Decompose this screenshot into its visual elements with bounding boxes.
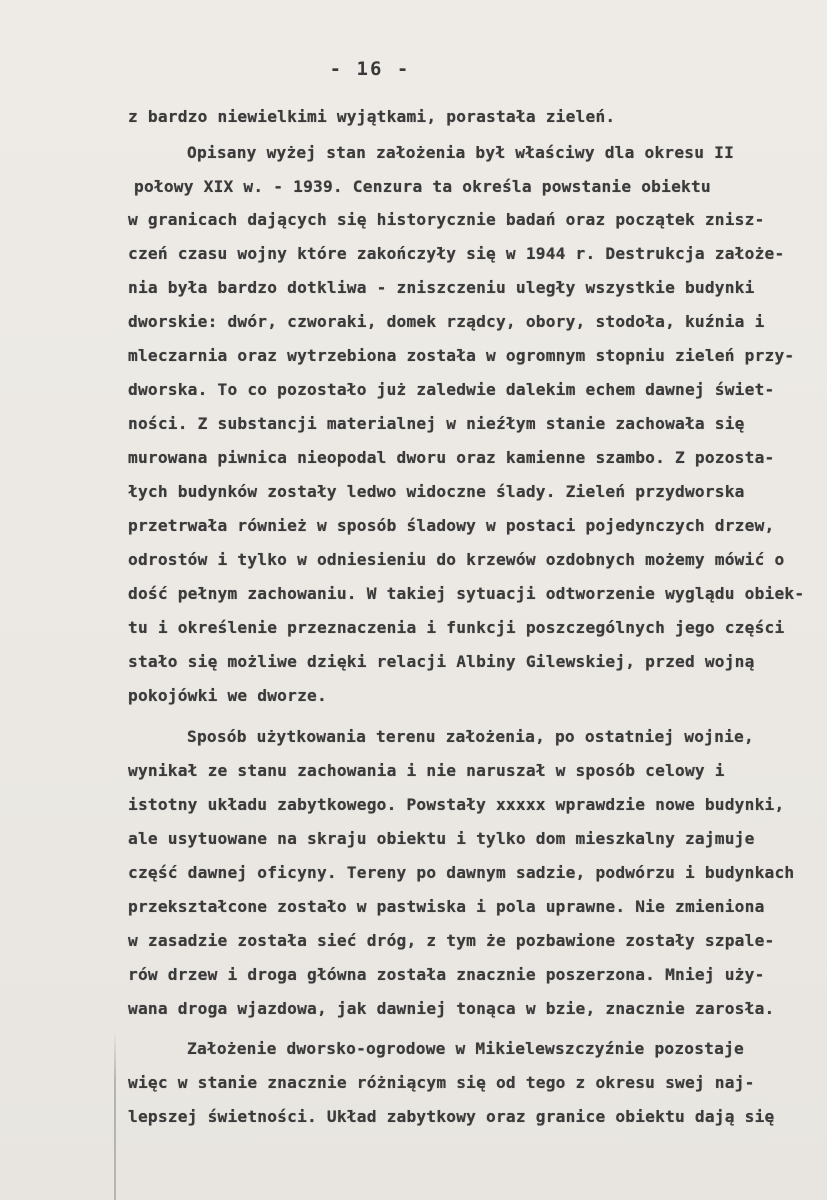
text-line: więc w stanie znacznie różniącym się od tego z okresu swej naj- — [128, 1073, 755, 1092]
page-fold-mark — [114, 1030, 116, 1200]
text-line: nia była bardzo dotkliwa - zniszczeniu uległy wszystkie budynki — [128, 278, 755, 297]
text-line: pokojówki we dworze. — [128, 686, 327, 705]
text-line: z bardzo niewielkimi wyjątkami, porastała zieleń. — [128, 107, 616, 126]
text-line: część dawnej oficyny. Tereny po dawnym sadzie, podwórzu i budynkach — [128, 863, 795, 882]
text-line: przetrwała również w sposób śladowy w postaci pojedynczych drzew, — [128, 516, 775, 535]
text-line: ale usytuowane na skraju obiektu i tylko dom mieszkalny zajmuje — [128, 829, 755, 848]
text-line: dworska. To co pozostało już zaledwie dalekim echem dawnej świet- — [128, 380, 775, 399]
text-line: Założenie dworsko-ogrodowe w Mikielewszczyźnie pozostaje — [187, 1039, 744, 1058]
page-number: - 16 - — [329, 58, 411, 80]
text-line: mleczarnia oraz wytrzebiona została w ogromnym stopniu zieleń przy- — [128, 346, 795, 365]
text-line: dworskie: dwór, czworaki, domek rządcy, obory, stodoła, kuźnia i — [128, 312, 765, 331]
text-line: lepszej świetności. Układ zabytkowy oraz granice obiektu dają się — [128, 1107, 775, 1126]
text-line: łych budynków zostały ledwo widoczne ślady. Zieleń przydworska — [128, 482, 745, 501]
text-line: w granicach dających się historycznie badań oraz początek znisz- — [128, 210, 765, 229]
text-line: przekształcone zostało w pastwiska i pola uprawne. Nie zmieniona — [128, 897, 765, 916]
text-line: murowana piwnica nieopodal dworu oraz kamienne szambo. Z pozosta- — [128, 448, 775, 467]
text-line: czeń czasu wojny które zakończyły się w 1944 r. Destrukcja założe- — [128, 244, 785, 263]
text-line: ności. Z substancji materialnej w nieźłym stanie zachowała się — [128, 414, 745, 433]
text-line: dość pełnym zachowaniu. W takiej sytuacji odtworzenie wyglądu obiek- — [128, 584, 805, 603]
text-line: Opisany wyżej stan założenia był właściwy dla okresu II — [187, 143, 735, 162]
text-line: w zasadzie została sieć dróg, z tym że pozbawione zostały szpale- — [128, 931, 775, 950]
text-line: odrostów i tylko w odniesieniu do krzewów ozdobnych możemy mówić o — [128, 550, 785, 569]
text-line: istotny układu zabytkowego. Powstały xxxxx wprawdzie nowe budynki, — [128, 795, 785, 814]
text-line: wana droga wjazdowa, jak dawniej tonąca w bzie, znacznie zarosła. — [128, 999, 775, 1018]
text-line: tu i określenie przeznaczenia i funkcji poszczególnych jego części — [128, 618, 785, 637]
text-line: wynikał ze stanu zachowania i nie naruszał w sposób celowy i — [128, 761, 725, 780]
text-line: połowy XIX w. - 1939. Cenzura ta określa powstanie obiektu — [134, 177, 711, 196]
text-line: Sposób użytkowania terenu założenia, po ostatniej wojnie, — [187, 727, 754, 746]
text-line: stało się możliwe dzięki relacji Albiny Gilewskiej, przed wojną — [128, 652, 755, 671]
text-line: rów drzew i droga główna została znacznie poszerzona. Mniej uży- — [128, 965, 765, 984]
